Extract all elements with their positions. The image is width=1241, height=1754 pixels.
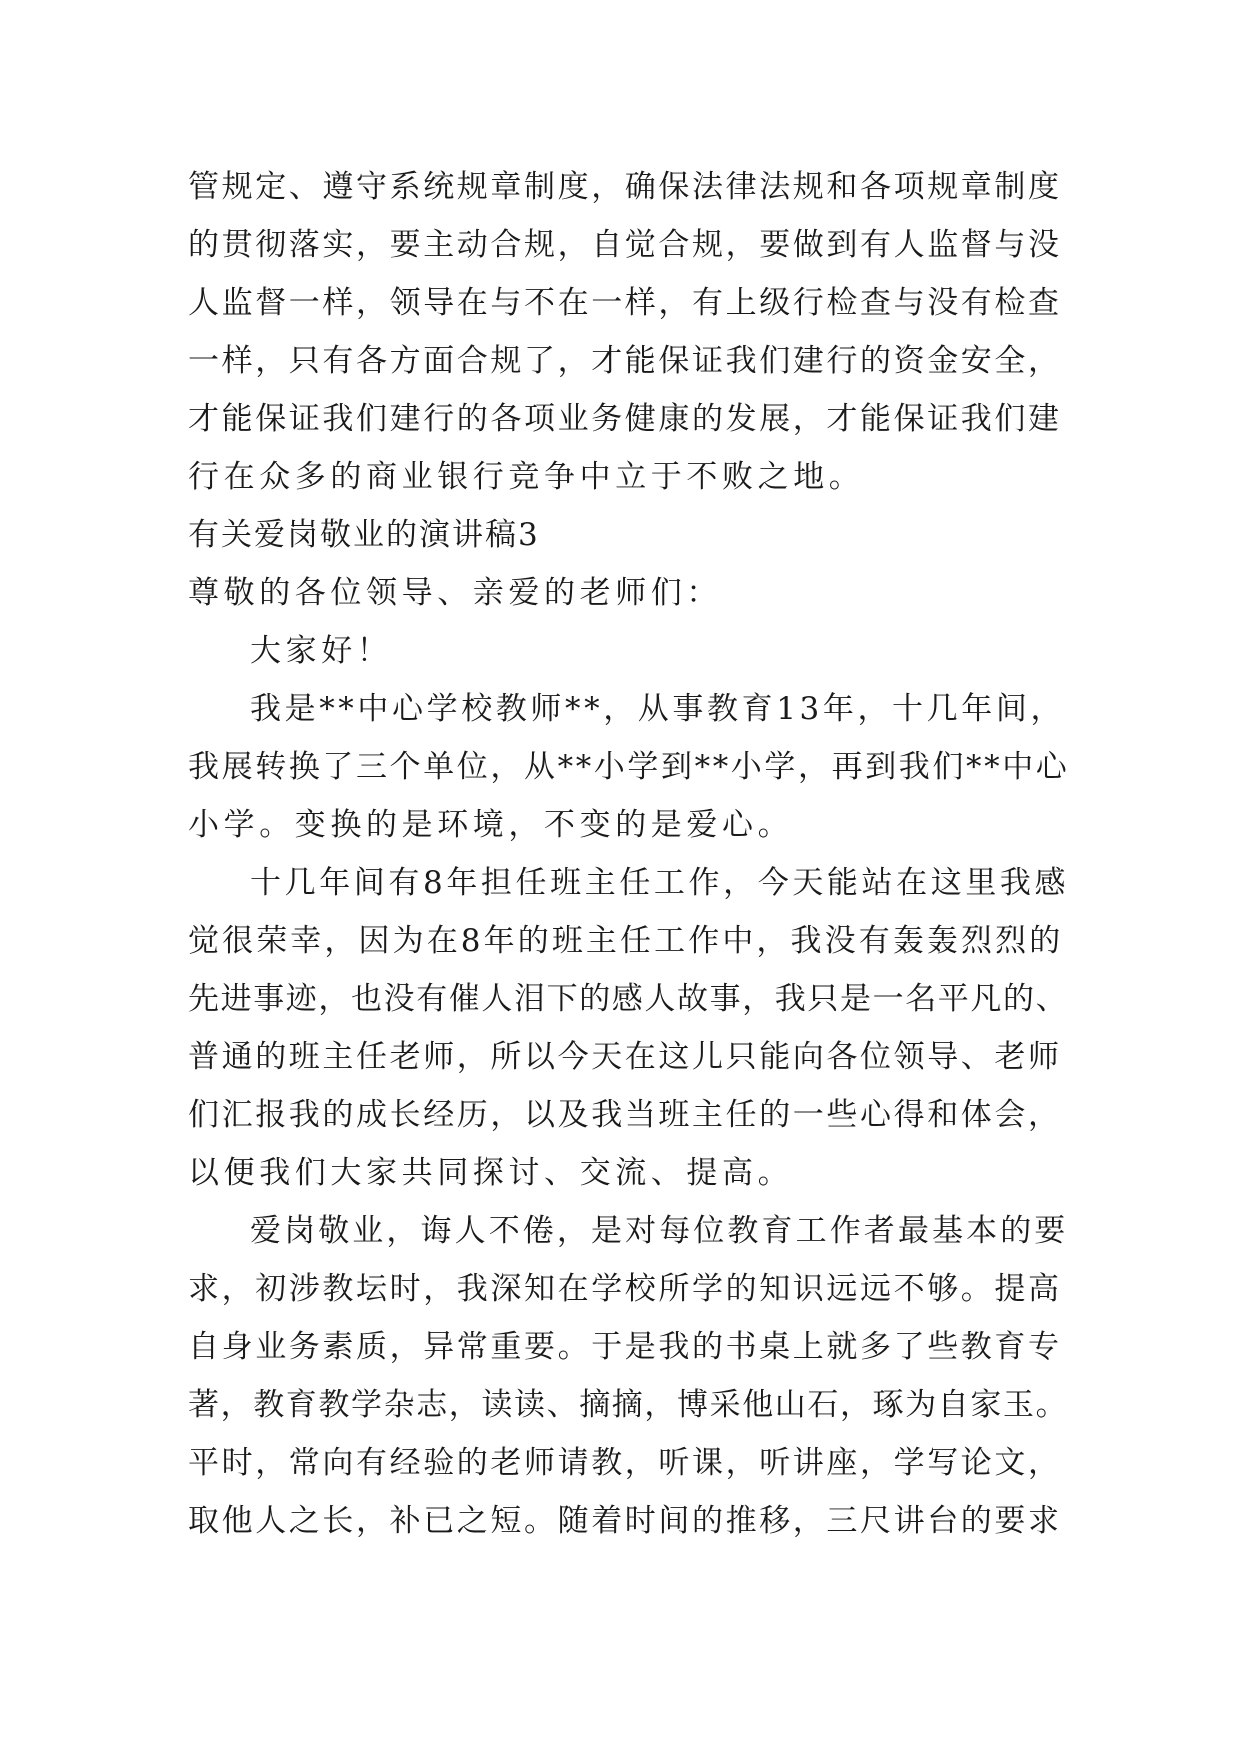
salutation: 尊敬的各位领导、亲爱的老师们：	[188, 575, 722, 611]
text-line: 的贯彻落实，要主动合规，自觉合规，要做到有人监督与没	[188, 227, 1062, 263]
text-line: 平时，常向有经验的老师请教，听课，听讲座，学写论文，	[188, 1445, 1062, 1481]
text-line: 们汇报我的成长经历，以及我当班主任的一些心得和体会，	[188, 1097, 1062, 1133]
text-line: 管规定、遵守系统规章制度，确保法律法规和各项规章制度	[188, 169, 1062, 205]
document-body	[188, 158, 1068, 1550]
text-line: 人监督一样，领导在与不在一样，有上级行检查与没有检查	[188, 285, 1062, 321]
text-line: 行在众多的商业银行竞争中立于不败之地。	[188, 459, 865, 495]
text-line: 我是**中心学校教师**，从事教育13年，十几年间，	[250, 691, 1066, 727]
text-line: 以便我们大家共同探讨、交流、提高。	[188, 1155, 794, 1191]
text-line: 我展转换了三个单位，从**小学到**小学，再到我们**中心	[188, 749, 1070, 785]
text-line: 爱岗敬业，诲人不倦，是对每位教育工作者最基本的要	[250, 1213, 1069, 1249]
greeting: 大家好！	[250, 633, 393, 669]
text-line: 著，教育教学杂志，读读、摘摘，博采他山石，琢为自家玉。	[188, 1387, 1069, 1423]
text-line: 觉很荣幸，因为在8年的班主任工作中，我没有轰轰烈烈的	[188, 923, 1064, 959]
text-line: 自身业务素质，异常重要。于是我的书桌上就多了些教育专	[188, 1329, 1062, 1365]
text-line: 普通的班主任老师，所以今天在这儿只能向各位领导、老师	[188, 1039, 1062, 1075]
text-line: 取他人之长，补已之短。随着时间的推移，三尺讲台的要求	[188, 1503, 1062, 1539]
text-line: 小学。变换的是环境，不变的是爱心。	[188, 807, 794, 843]
text-line: 一样，只有各方面合规了，才能保证我们建行的资金安全，	[188, 343, 1062, 379]
text-line: 先进事迹，也没有催人泪下的感人故事，我只是一名平凡的、	[188, 981, 1069, 1017]
text-line: 十几年间有8年担任班主任工作，今天能站在这里我感	[250, 865, 1070, 901]
text-line: 求，初涉教坛时，我深知在学校所学的知识远远不够。提高	[188, 1271, 1062, 1307]
section-title: 有关爱岗敬业的演讲稿3	[188, 517, 540, 553]
text-line: 才能保证我们建行的各项业务健康的发展，才能保证我们建	[188, 401, 1062, 437]
